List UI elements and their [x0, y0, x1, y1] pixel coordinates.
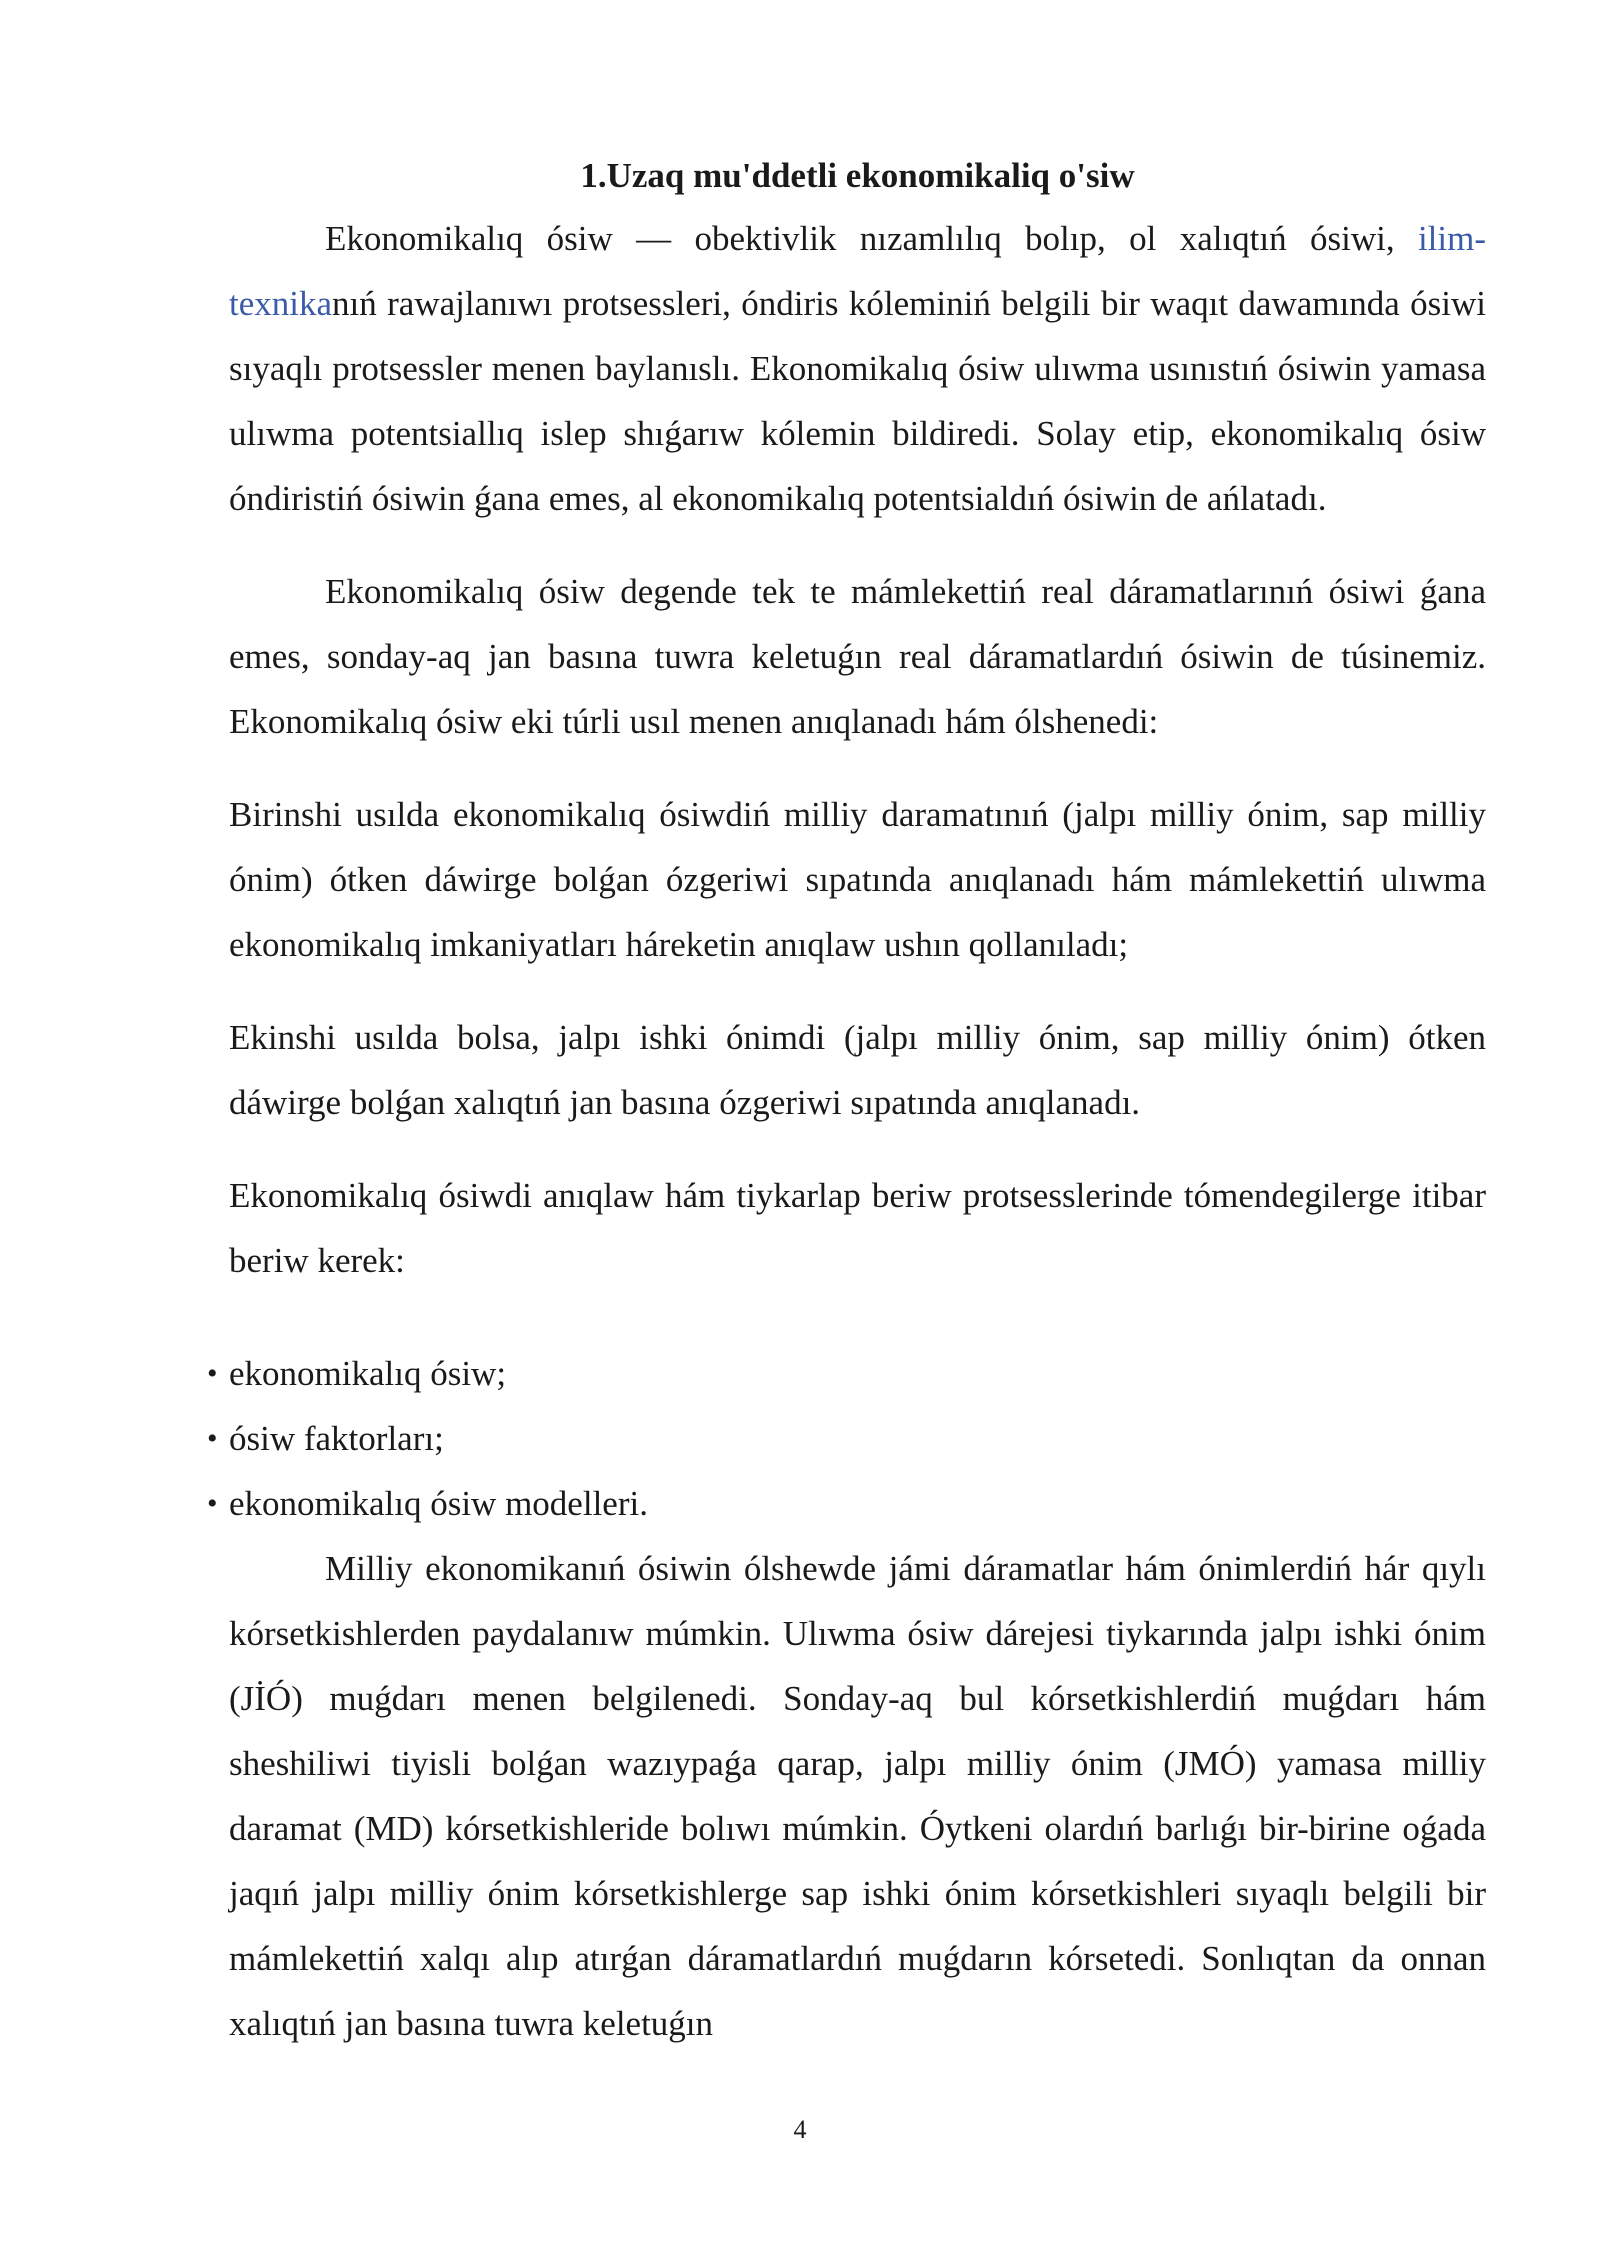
paragraph-attention-points: Ekonomikalıq ósiwdi anıqlaw hám tiykarlap beriw protsesslerinde tómendegilerge itibar beriw kerek: [229, 1176, 1486, 1280]
list-item-text: ekonomikalıq ósiw modelleri. [229, 1484, 648, 1523]
list-item [207, 1471, 1486, 1536]
bullet-icon: • [207, 1487, 218, 1520]
bullet-list [207, 1341, 1486, 1536]
bullet-icon: • [207, 1422, 218, 1455]
list-item-text: ósiw faktorları; [229, 1419, 444, 1458]
paragraph-rest-text: nıń rawajlanıwı protsessleri, óndiris kóleminiń belgili bir waqıt dawamında ósiwi sıyaqlı protsessler menen baylanıslı. Ekonomikalıq ósiw ulıwma usınıstıń ósiwin yamasa ulıwma potentsiallıq islep shıǵarıw kólemin bildiredi. Solay etip, ekonomikalıq ósiw óndiristiń ósiwin ǵana emes, al ekonomikalıq potentsialdıń ósiwin de ańlatadı. [229, 284, 1486, 518]
paragraph-lead-text: Ekonomikalıq ósiw — obektivlik nızamlılıq bolıp, ol xalıqtıń ósiwi, [325, 219, 1418, 258]
page-number: 4 [793, 2115, 807, 2144]
list-item [207, 1406, 1486, 1471]
section-title: 1.Uzaq mu'ddetli ekonomikaliq o'siw [580, 156, 1135, 195]
science-technology-link[interactable]: ilim-texnika [229, 219, 1486, 323]
paragraph-first-method: Birinshi usılda ekonomikalıq ósiwdiń milliy daramatınıń (jalpı milliy ónim, sap milliy ónim) ótken dáwirge bolǵan ózgeriwi sıpatında anıqlanadı hám mámlekettiń ulıwma ekonomikalıq imkaniyatları háreketin anıqlaw ushın qollanıladı; [229, 795, 1486, 964]
list-item [207, 1341, 1486, 1406]
paragraph-national-economy-measurement: Milliy ekonomikanıń ósiwin ólshewde jámi dáramatlar hám ónimlerdiń hár qıylı kórsetkishlerden paydalanıw múmkin. Ulıwma ósiw dárejesi tiykarında jalpı ishki ónim (JİÓ) muǵdarı menen belgilenedi. Sonday-aq bul kórsetkishlerdiń muǵdarı hám sheshiliwi tiyisli bolǵan wazıypaǵa qarap, jalpı milliy ónim (JMÓ) yamasa milliy daramat (MD) kórsetkishleride bolıwı múmkin. Óytkeni olardıń barlıǵı bir-birine oǵada jaqıń jalpı milliy ónim kórsetkishlerge sap ishki ónim kórsetkishleri sıyaqlı belgili bir mámlekettiń xalqı alıp atırǵan dáramatlardıń muǵdarın kórsetedi. Sonlıqtan da onnan xalıqtıń jan basına tuwra keletuǵın [229, 1549, 1486, 2043]
list-item-text: ekonomikalıq ósiw; [229, 1354, 507, 1393]
paragraph-second-method: Ekinshi usılda bolsa, jalpı ishki ónimdi (jalpı milliy ónim, sap milliy ónim) ótken dáwirge bolǵan xalıqtıń jan basına ózgeriwi sıpatında anıqlanadı. [229, 1018, 1486, 1122]
paragraph-real-income-growth: Ekonomikalıq ósiw degende tek te mámlekettiń real dáramatlarınıń ósiwi ǵana emes, sonday-aq jan basına tuwra keletuǵın real dáramatlardıń ósiwin de túsinemiz. Ekonomikalıq ósiw eki túrli usıl menen anıqlanadı hám ólshenedi: [229, 572, 1486, 741]
bullet-icon: • [207, 1357, 218, 1390]
paragraph-economic-growth-definition [229, 206, 1486, 531]
document-body [207, 150, 1486, 2056]
